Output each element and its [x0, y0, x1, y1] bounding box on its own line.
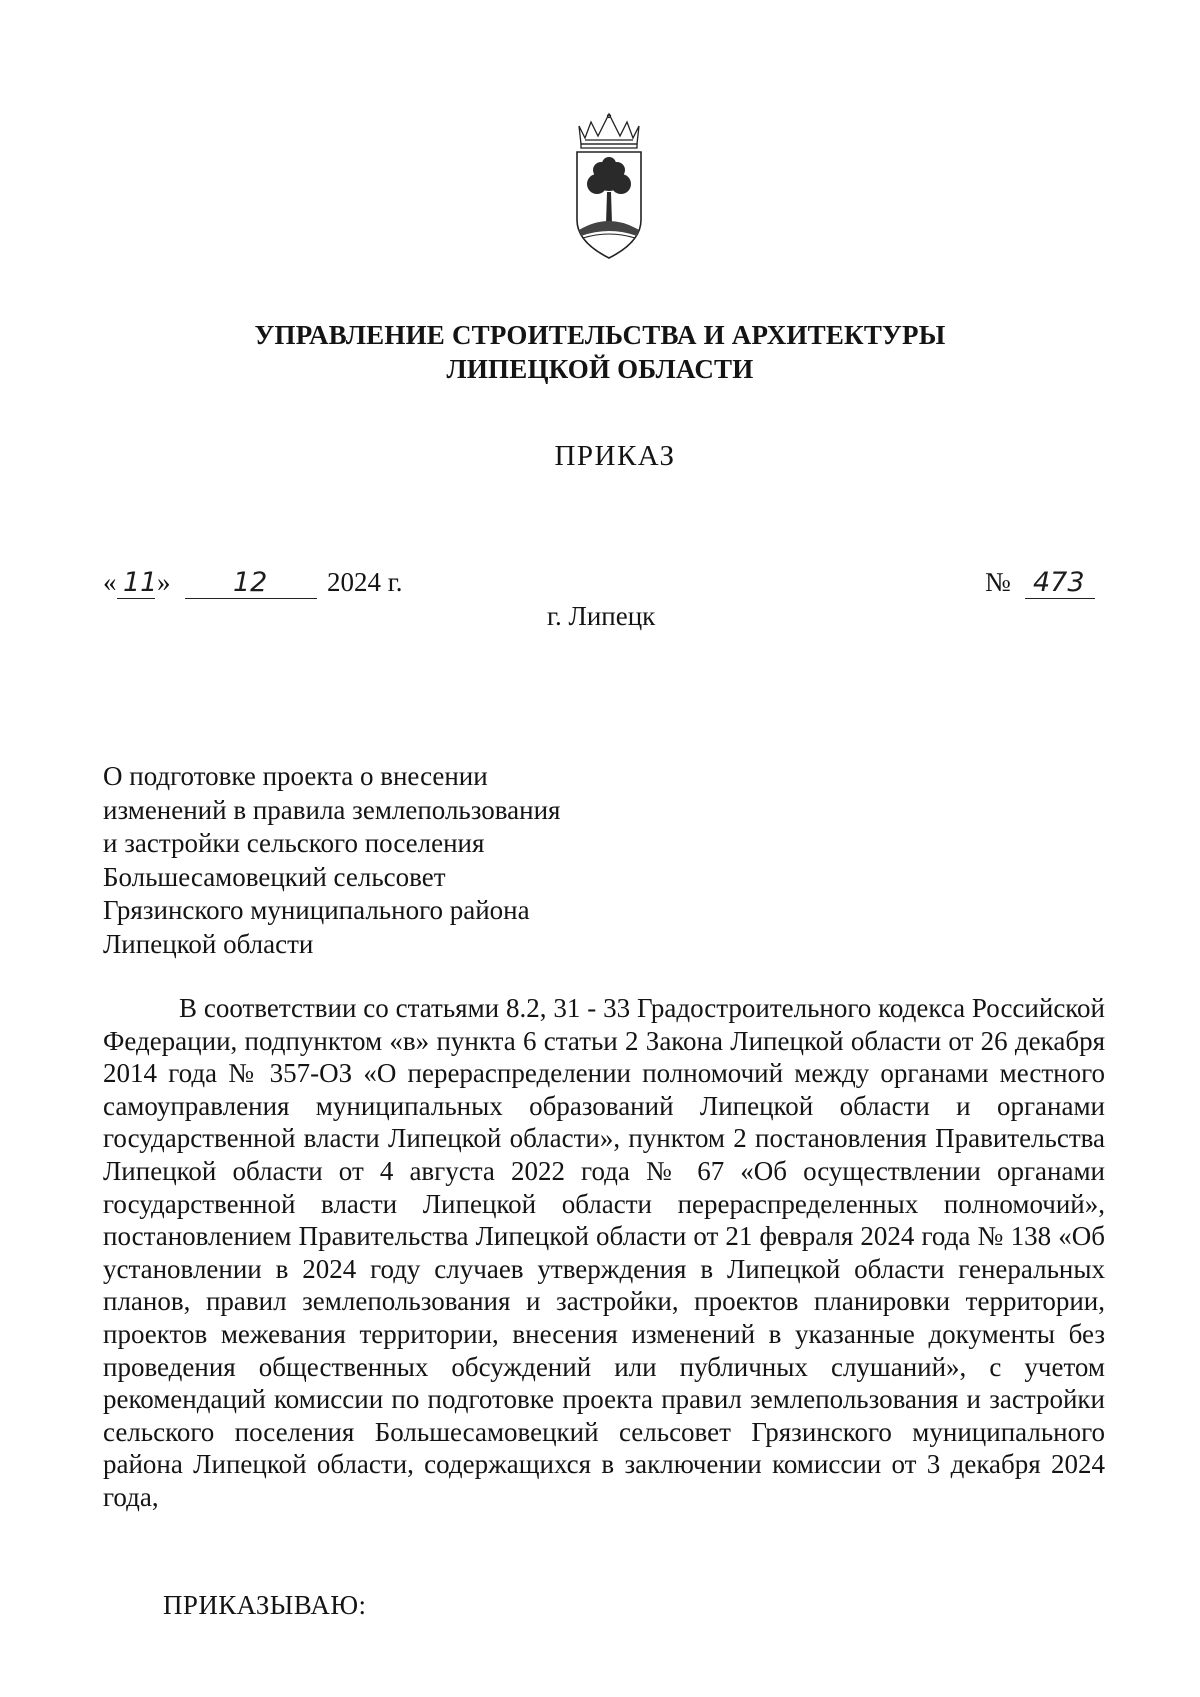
- subject-line: Липецкой области: [103, 928, 314, 959]
- subject-line: Грязинского муниципального района: [103, 895, 530, 926]
- order-date: [103, 567, 503, 601]
- document-type-title: ПРИКАЗ: [554, 440, 676, 472]
- date-month-underline: [185, 598, 317, 599]
- date-close-quote: »: [157, 567, 171, 597]
- preamble-paragraph: В соответствии со статьями 8.2, 31 - 33 Градостроительного кодекса Российской Федерации, подпунктом «в» пункта 6 статьи 2 Закона Липецкой области от 26 декабря 2014 года № 357-ОЗ «О перераспределении полномочий между органами местного самоуправления муниципальных образований Липецкой области и органами государственной власти Липецкой области», пунктом 2 постановления Правительства Липецкой области от 4 августа 2022 года № 67 «Об осуществлении органами государственной власти Липецкой области перераспределенных полномочий», постановлением Правительства Липецкой области от 21 февраля 2024 года № 138 «Об установлении в 2024 году случаев утверждения в Липецкой области генеральных планов, правил землепользования и застройки, проектов планировки территории, проектов межевания территории, внесения изменений в указанные документы без проведения общественных обсуждений или публичных слушаний», с учетом рекомендаций комиссии по подготовке проекта правил землепользования и застройки сельского поселения Большесамовецкий сельсовет Грязинского муниципального района Липецкой области, содержащихся в заключении комиссии от 3 декабря 2024 года,: [103, 993, 1105, 1512]
- coat-of-arms-emblem: [571, 112, 647, 266]
- order-number-handwritten: 473: [1033, 567, 1085, 598]
- date-year: 2024 г.: [327, 567, 403, 597]
- order-number: [985, 567, 1105, 601]
- order-number-underline: [1025, 598, 1095, 599]
- date-day-underline: [117, 598, 155, 599]
- subject-line: и застройки сельского поселения: [103, 828, 485, 859]
- organization-name-line-1: УПРАВЛЕНИЕ СТРОИТЕЛЬСТВА И АРХИТЕКТУРЫ: [254, 320, 946, 350]
- order-directive-word: ПРИКАЗЫВАЮ:: [163, 1590, 367, 1620]
- organization-name-line-2: ЛИПЕЦКОЙ ОБЛАСТИ: [446, 354, 754, 384]
- number-sign: №: [985, 567, 1011, 597]
- subject-line: Большесамовецкий сельсовет: [103, 861, 446, 892]
- subject-line: О подготовке проекта о внесении: [103, 761, 488, 791]
- date-open-quote: «: [103, 567, 117, 597]
- date-month-handwritten: 12: [233, 567, 268, 598]
- date-day-handwritten: 11: [123, 567, 158, 598]
- subject-line: изменений в правила землепользования: [103, 794, 561, 825]
- city-line: г. Липецк: [547, 601, 656, 631]
- order-subject: [103, 760, 560, 962]
